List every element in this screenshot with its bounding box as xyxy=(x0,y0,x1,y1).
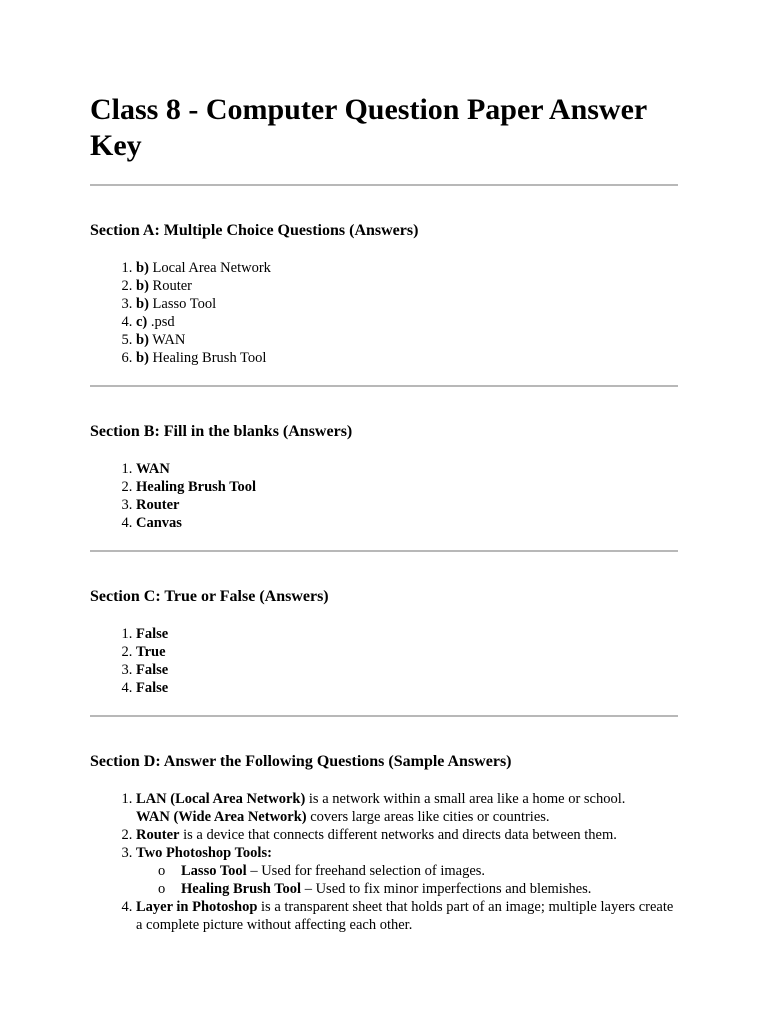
term: Healing Brush Tool xyxy=(181,881,302,897)
section-d-list xyxy=(90,790,678,934)
answer-text: Lasso Tool xyxy=(152,296,217,312)
answer-text: WAN xyxy=(152,332,186,348)
section-b-heading: Section B: Fill in the blanks (Answers) xyxy=(90,423,353,440)
answer-text: Router xyxy=(136,497,180,513)
answer-text: .psd xyxy=(150,314,175,330)
term: Router xyxy=(136,827,180,843)
divider xyxy=(90,550,678,552)
list-item xyxy=(136,277,678,295)
answer-text: Healing Brush Tool xyxy=(152,350,267,366)
list-item xyxy=(136,496,678,514)
section-c-heading: Section C: True or False (Answers) xyxy=(90,588,329,605)
list-item xyxy=(136,679,678,697)
answer-option: b) xyxy=(136,278,149,294)
term: Layer in Photoshop xyxy=(136,899,258,915)
answer-text: False xyxy=(136,626,169,642)
answer-text: is a network within a small area like a home or school. xyxy=(305,791,626,807)
section-d-heading: Section D: Answer the Following Questions (Sample Answers) xyxy=(90,753,512,770)
section-a-heading: Section A: Multiple Choice Questions (Answers) xyxy=(90,222,419,239)
answer-option: b) xyxy=(136,260,149,276)
circle-bullet-icon: o xyxy=(158,863,166,879)
list-item xyxy=(136,478,678,496)
answer-text: Healing Brush Tool xyxy=(136,479,257,495)
answer-option: c) xyxy=(136,314,148,330)
sub-list xyxy=(136,862,678,898)
answer-text: False xyxy=(136,662,169,678)
answer-text: Canvas xyxy=(136,515,182,531)
answer-text: is a device that connects different networks and directs data between them. xyxy=(179,827,617,843)
list-item xyxy=(136,661,678,679)
list-item xyxy=(136,790,678,826)
page-title: Class 8 - Computer Question Paper Answer Key xyxy=(90,93,647,162)
list-item xyxy=(136,625,678,643)
answer-text: is a transparent sheet that holds part of an image; multiple layers create a complete picture without affecting each other. xyxy=(136,899,674,933)
section-b-list xyxy=(90,460,678,532)
list-item xyxy=(136,643,678,661)
answer-text: False xyxy=(136,680,169,696)
sub-list-item xyxy=(158,880,678,898)
divider xyxy=(90,715,678,717)
list-item xyxy=(136,331,678,349)
list-item xyxy=(136,460,678,478)
answer-text: – Used for freehand selection of images. xyxy=(246,863,486,879)
answer-option: b) xyxy=(136,332,149,348)
answer-text: Router xyxy=(152,278,192,294)
answer-text: Local Area Network xyxy=(152,260,271,276)
list-item xyxy=(136,295,678,313)
divider xyxy=(90,385,678,387)
answer-text: – Used to fix minor imperfections and blemishes. xyxy=(301,881,592,897)
list-item xyxy=(136,349,678,367)
section-a-list xyxy=(90,259,678,367)
term: LAN (Local Area Network) xyxy=(136,791,306,807)
answer-option: b) xyxy=(136,296,149,312)
section-c-list xyxy=(90,625,678,697)
term: WAN (Wide Area Network) xyxy=(136,809,307,825)
list-item xyxy=(136,844,678,898)
answer-option: b) xyxy=(136,350,149,366)
answer-text: WAN xyxy=(136,461,170,477)
term: Two Photoshop Tools: xyxy=(136,845,272,861)
sub-list-item xyxy=(158,862,678,880)
list-item xyxy=(136,898,678,934)
list-item xyxy=(136,826,678,844)
divider xyxy=(90,184,678,186)
list-item xyxy=(136,313,678,331)
term: Lasso Tool xyxy=(181,863,247,879)
list-item xyxy=(136,259,678,277)
answer-text: True xyxy=(136,644,166,660)
circle-bullet-icon: o xyxy=(158,881,166,897)
answer-text: covers large areas like cities or countries. xyxy=(306,809,550,825)
list-item xyxy=(136,514,678,532)
